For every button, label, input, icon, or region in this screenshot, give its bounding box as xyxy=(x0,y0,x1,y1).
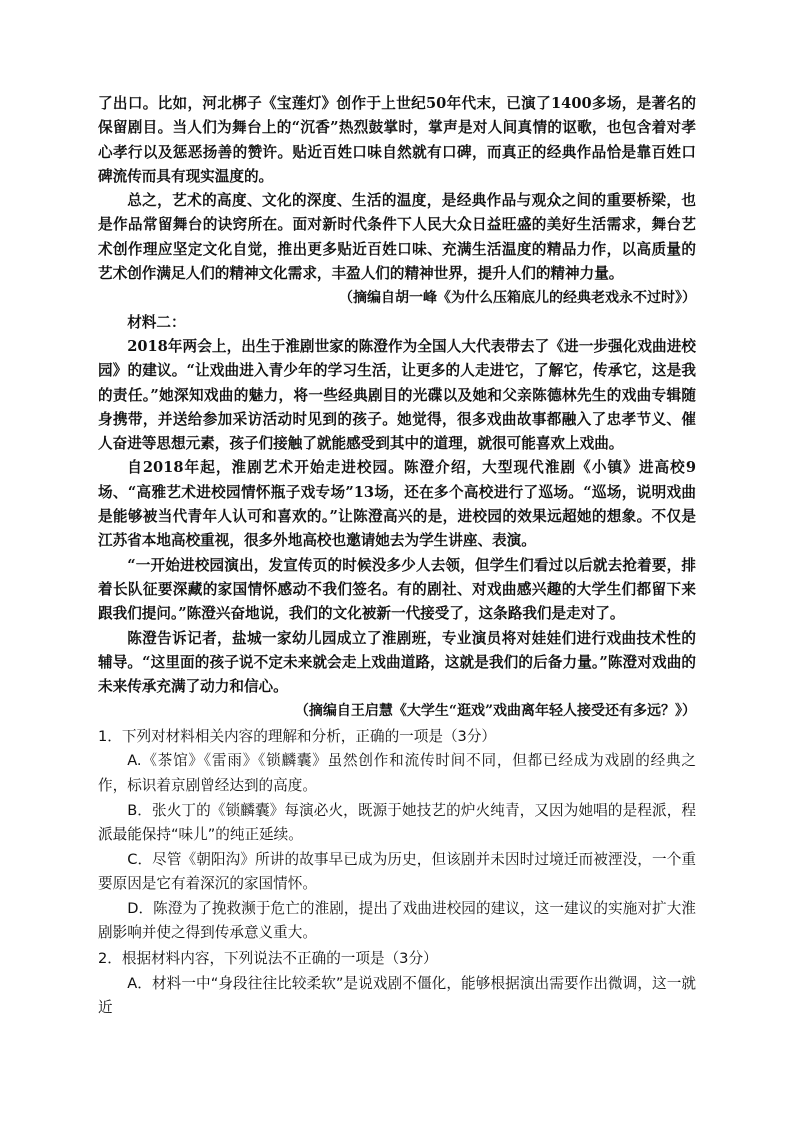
question-2-option-a: A．材料一中“身段往往比较柔软”是说戏剧不僵化，能够根据演出需要作出微调，这一就近 xyxy=(98,974,696,1017)
material2-heading: 材料二： xyxy=(127,313,186,331)
material1-paragraph: 总之，艺术的高度、文化的深度、生活的温度，是经典作品与观众之间的重要桥梁，也是作品常留舞台的诀窍所在。面对新时代条件下人民大众日益旺盛的美好生活需求，舞台艺术创作理应坚定文化自觉，推出更多贴近百姓口味、充满生活温度的精品力作，以高质量的艺术创作满足人们的精神文化需求，丰盈人们的精神世界，提升人们的精神力量。 xyxy=(98,192,696,283)
material1-paragraph: 了出口。比如，河北梆子《宝莲灯》创作于上世纪50年代末，已演了1400多场，是著名的保留剧目。当人们为舞台上的“沉香”热烈鼓掌时，掌声是对人间真情的讴歌，也包含着对孝心孝行以及惩恶扬善的赞许。贴近百姓口味自然就有口碑，而真正的经典作品恰是靠百姓口碑流传而具有现实温度的。 xyxy=(98,95,696,185)
material2-paragraph: 自2018年起，淮剧艺术开始走进校园。陈澄介绍，大型现代淮剧《小镇》进高校9场、“高雅艺术进校园情怀瓶子戏专场”13场，还在多个高校进行了巡场。“巡场，说明戏曲是能够被当代青年人认可和喜欢的。”让陈澄高兴的是，进校园的效果远超她的想象。不仅是江苏省本地高校重视，很多外地高校也邀请她去为学生讲座、表演。 xyxy=(98,459,696,550)
material2-source: （摘编自王启慧《大学生“逛戏”戏曲离年轻人接受还有多远？》） xyxy=(294,703,696,720)
question-1-option-c: C．尽管《朝阳沟》所讲的故事早已成为历史，但该剧并未因时过境迁而被湮没，一个重要原因是它有着深沉的家国情怀。 xyxy=(98,850,696,893)
material2-paragraph: “一开始进校园演出，发宣传页的时候没多少人去领，但学生们看过以后就去抢着要，排着长队征要深藏的家国情怀感动不我们签名。有的剧社、对戏曲感兴趣的大学生们都留下来跟我们提问。”陈澄兴奋地说，我们的文化被新一代接受了，这条路我们是走对了。 xyxy=(98,556,696,623)
question-1-title: 1．下列对材料相关内容的理解和分析，正确的一项是（3分） xyxy=(98,727,497,745)
material2-paragraph: 2018年两会上，出生于淮剧世家的陈澄作为全国人大代表带去了《进一步强化戏曲进校园》的建议。“让戏曲进入青少年的学习生活，让更多的人走进它，了解它，传承它，这是我的责任。”她深知戏曲的魅力，将一些经典剧目的光碟以及她和父亲陈德林先生的戏曲专辑随身携带，并送给参加采访活动时见到的孩子。她觉得，很多戏曲故事都融入了忠孝节义、催人奋进等思想元素，孩子们接触了就能感受到其中的道理，就很可能喜欢上戏曲。 xyxy=(98,337,696,453)
question-1-option-a: A.《茶馆》《雷雨》《锁麟囊》虽然创作和流传时间不同，但都已经成为戏剧的经典之作，标识着京剧曾经达到的高度。 xyxy=(98,752,696,794)
question-1-option-d: D．陈澄为了挽救濒于危亡的淮剧，提出了戏曲进校园的建议，这一建议的实施对扩大淮剧影响并使之得到传承意义重大。 xyxy=(98,899,696,942)
material1-source: （摘编自胡一峰《为什么压箱底儿的经典老戏永不过时》） xyxy=(339,290,696,307)
question-1-option-b: B．张火丁的《锁麟囊》每演必火，既源于她技艺的炉火纯青，又因为她唱的是程派，程派最能保持“味儿”的纯正延续。 xyxy=(98,801,696,844)
question-2-title: 2．根据材料内容，下列说法不正确的一项是（3分） xyxy=(98,950,438,968)
document-page xyxy=(98,92,696,1021)
material2-paragraph: 陈澄告诉记者，盐城一家幼儿园成立了淮剧班，专业演员将对娃娃们进行戏曲技术性的辅导。“这里面的孩子说不定未来就会走上戏曲道路，这就是我们的后备力量。”陈澄对戏曲的未来传承充满了动力和信心。 xyxy=(98,629,696,696)
